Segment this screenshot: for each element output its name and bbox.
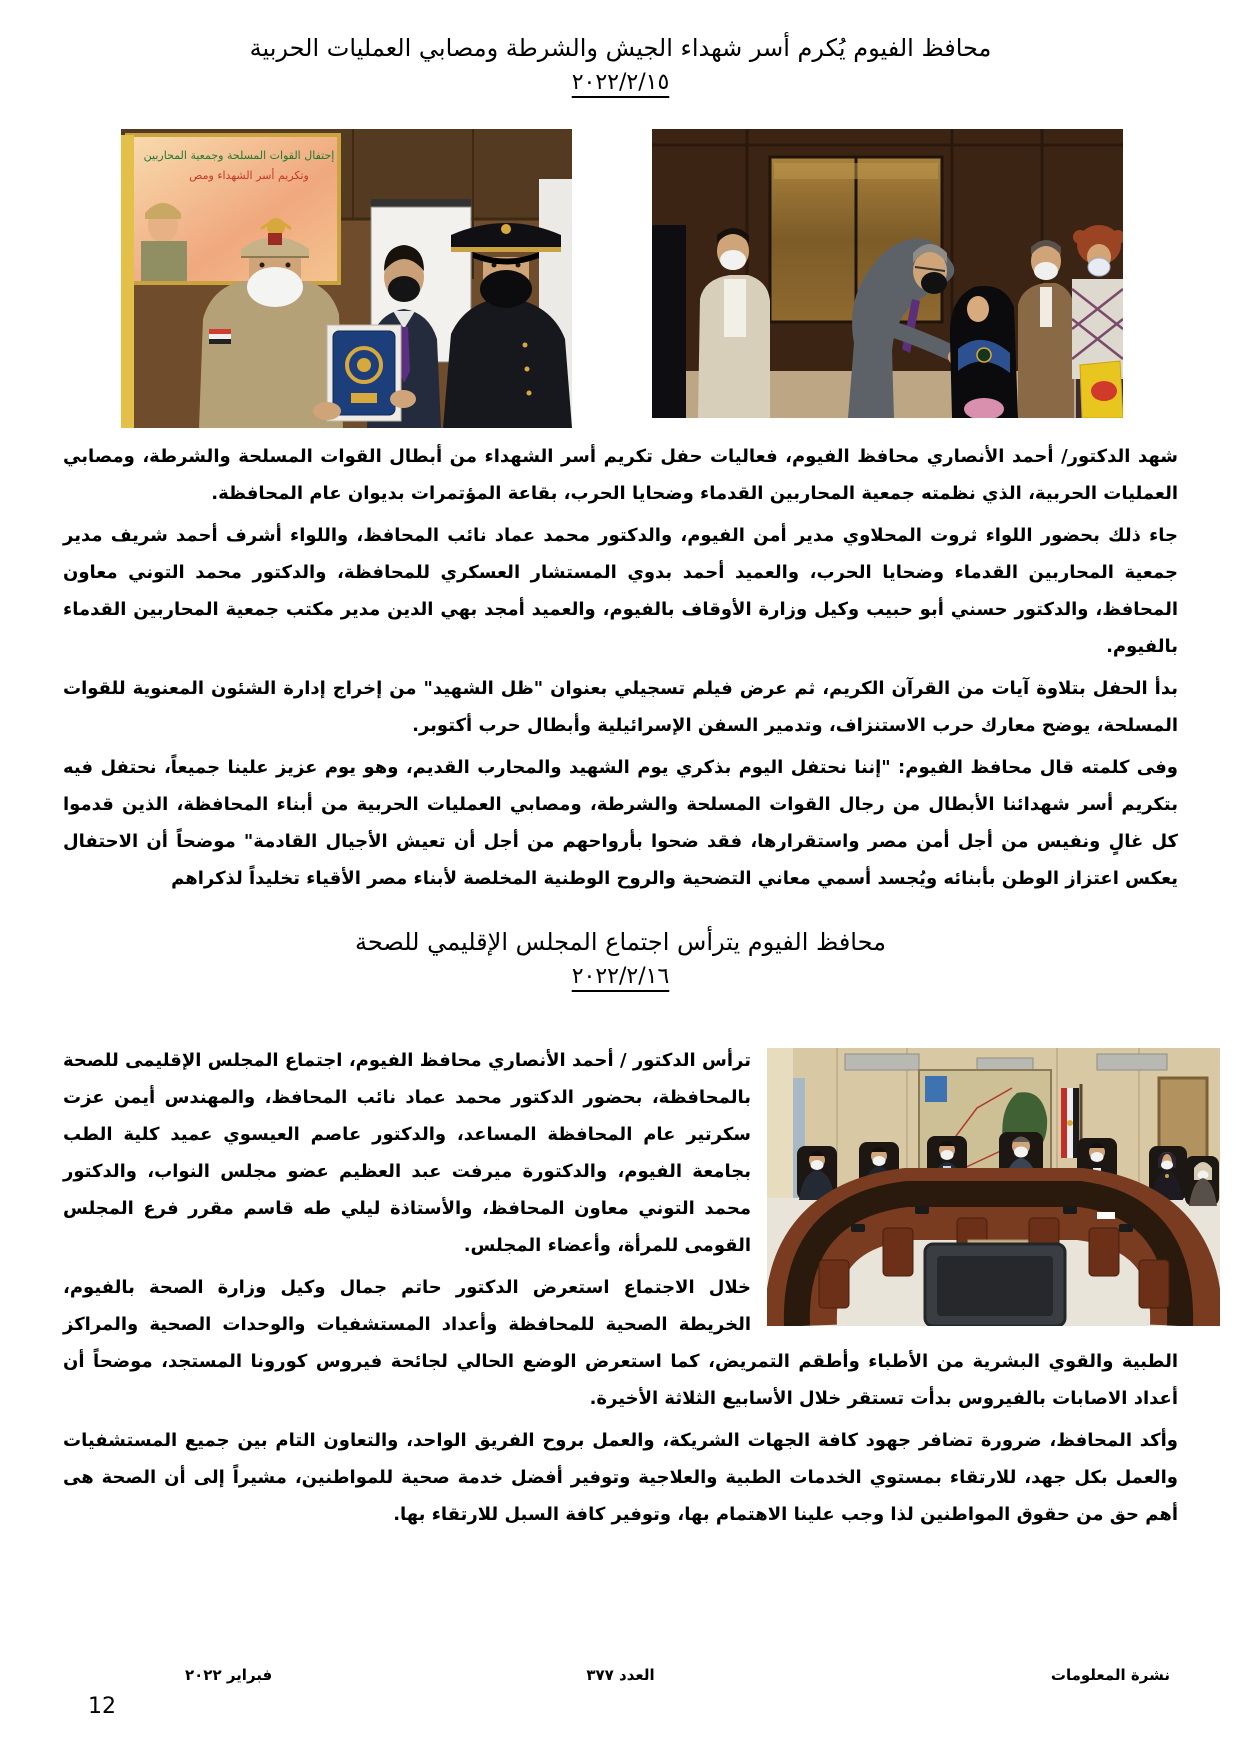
monitor <box>925 1244 1065 1326</box>
banner-soldier-portrait <box>141 203 187 281</box>
article2-body <box>63 1042 1178 1538</box>
page-number: 12 <box>88 1694 116 1719</box>
papers <box>1097 1212 1115 1219</box>
footer-bulletin-name: نشرة المعلومات <box>1050 1666 1170 1684</box>
honoring-family-illustration <box>652 129 1123 418</box>
meeting-illustration <box>767 1048 1220 1326</box>
bystander-suit <box>652 225 686 418</box>
white-face-mask <box>247 267 303 307</box>
article1-paragraph: جاء ذلك بحضور اللواء ثروت المحلاوي مدير أمن الفيوم، والدكتور محمد عماد نائب المحافظ، واللواء أشرف أحمد شريف مدير جمعية المحاربين القدماء وضحايا الحرب، والعميد أحمد بدوي المستشار العسكري للمحافظة، والدكتور محمد التوني معاون المحافظ، والدكتور حسني أبو حبيب وكيل وزارة الأوقاف بالفيوم، والعميد أمجد بهي الدين مدير مكتب جمعية المحاربين القدماء بالفيوم. <box>63 525 1178 657</box>
article1-header <box>0 28 1241 95</box>
health-council-meeting-photo <box>767 1048 1220 1326</box>
yellow-bag <box>1080 361 1123 418</box>
award-plaque <box>313 325 416 421</box>
honored-elderly-woman <box>950 286 1018 418</box>
article1-body <box>63 438 1178 902</box>
black-face-mask <box>388 276 420 302</box>
banner-text-line1: إحتفال القوات المسلحة وجمعية المحاربين <box>143 149 335 162</box>
white-face-mask <box>1034 262 1058 280</box>
article2-paragraph: وأكد المحافظ، ضرورة تضافر جهود كافة الجهات الشريكة، والعمل بروح الفريق الواحد، والتعاون التام بين جميع المستشفيات والعمل بكل جهد، للارتقاء بمستوي الخدمات الطبية والعلاجية وتوفير أفضل خدمة صحية للمواطنين، مشيراً إلى أن الصحة هى أهم حق من حقوق المواطنين لذا وجب علينا الاهتمام بها، وتوفير كافة السبل للارتقاء بها. <box>63 1430 1178 1525</box>
honoring-family-photo <box>652 129 1123 418</box>
black-face-mask <box>921 272 947 294</box>
yellow-banner-pole <box>121 135 134 428</box>
article1-title: محافظ الفيوم يُكرم أسر شهداء الجيش والشرطة ومصابي العمليات الحربية <box>249 34 992 62</box>
footer-month: فبراير ٢٠٢٢ <box>185 1666 273 1684</box>
article2-header <box>0 922 1241 989</box>
award-ceremony-illustration <box>121 129 572 428</box>
article2-title: محافظ الفيوم يترأس اجتماع المجلس الإقليمي للصحة <box>355 928 886 956</box>
article2-paragraph: ترأس الدكتور / أحمد الأنصاري محافظ الفيوم، اجتماع المجلس الإقليمى للصحة بالمحافظة، بحضور الدكتور محمد عماد نائب المحافظ، والمهندس أيمن عزت سكرتير عام المحافظة المساعد، والدكتور عاصم العيسوي عميد كلية الطب بجامعة الفيوم، والدكتورة ميرفت عبد العظيم عضو مجلس النواب، والدكتور محمد التوني معاون المحافظ، والأستاذة ليلي طه قاسم مقرر فرع المجلس القومى للمرأة، وأعضاء المجلس. <box>63 1050 751 1256</box>
article1-paragraph: شهد الدكتور/ أحمد الأنصاري محافظ الفيوم، فعاليات حفل تكريم أسر الشهداء من أبطال القوات المسلحة والشرطة، ومصابي العمليات الحربية، الذي نظمته جمعية المحاربين القدماء وضحايا الحرب، بقاعة المؤتمرات بديوان عام المحافظة. <box>63 446 1178 504</box>
article2-paragraph: خلال الاجتماع استعرض الدكتور حاتم جمال وكيل وزارة الصحة بالفيوم، الخريطة الصحية للمحافظة وأعداد المستشفيات والوحدات الصحية والمراكز الطبية والقوي البشرية من الأطباء وأطقم التمريض، كما استعرض الوضع الحالي لجائحة فيروس كورونا المستجد، موضحاً أن أعداد الاصابات بالفيروس بدأت تستقر خلال الأسابيع الثلاثة الأخيرة. <box>63 1277 1178 1409</box>
black-face-mask <box>480 270 532 308</box>
award-ceremony-photo <box>121 129 572 428</box>
ceremony-banner <box>127 135 339 283</box>
article1-paragraph: بدأ الحفل بتلاوة آيات من القرآن الكريم، ثم عرض فيلم تسجيلي بعنوان "ظل الشهيد" من إخراج إدارة الشئون المعنوية للقوات المسلحة، يوضح معارك حرب الاستنزاف، وتدمير السفن الإسرائيلية وأبطال حرب أكتوبر. <box>63 678 1178 736</box>
banner-text-line2: وتكريم أسر الشهداء ومص <box>189 169 309 182</box>
article1-date: ٢٠٢٢/٢/١٥ <box>571 70 670 95</box>
article2-date: ٢٠٢٢/٢/١٦ <box>571 964 670 989</box>
face-mask <box>1088 258 1110 276</box>
footer-issue-number: العدد ٣٧٧ <box>586 1666 655 1684</box>
white-face-mask <box>720 250 746 270</box>
article1-paragraph: وفى كلمته قال محافظ الفيوم: "إننا نحتفل اليوم بذكري يوم الشهيد والمحارب القديم، وهو يوم عزيز علينا جميعاً، نحتفل فيه بتكريم أسر شهدائنا الأبطال من رجال القوات المسلحة والشرطة، ومصابي العمليات الحربية من أبناء المحافظة، الذين قدموا كل غالٍ ونفيس من أجل أمن مصر واستقرارها، فقد ضحوا بأرواحهم من أجل أن تعيش الأجيال القادمة" موضحاً أن الاحتفال يعكس اعتزاز الوطن بأبنائه ويُجسد أسمي معاني التضحية والروح الوطنية المخلصة لأبناء مصر الأقياء تخليداً لذكراهم <box>63 757 1178 889</box>
